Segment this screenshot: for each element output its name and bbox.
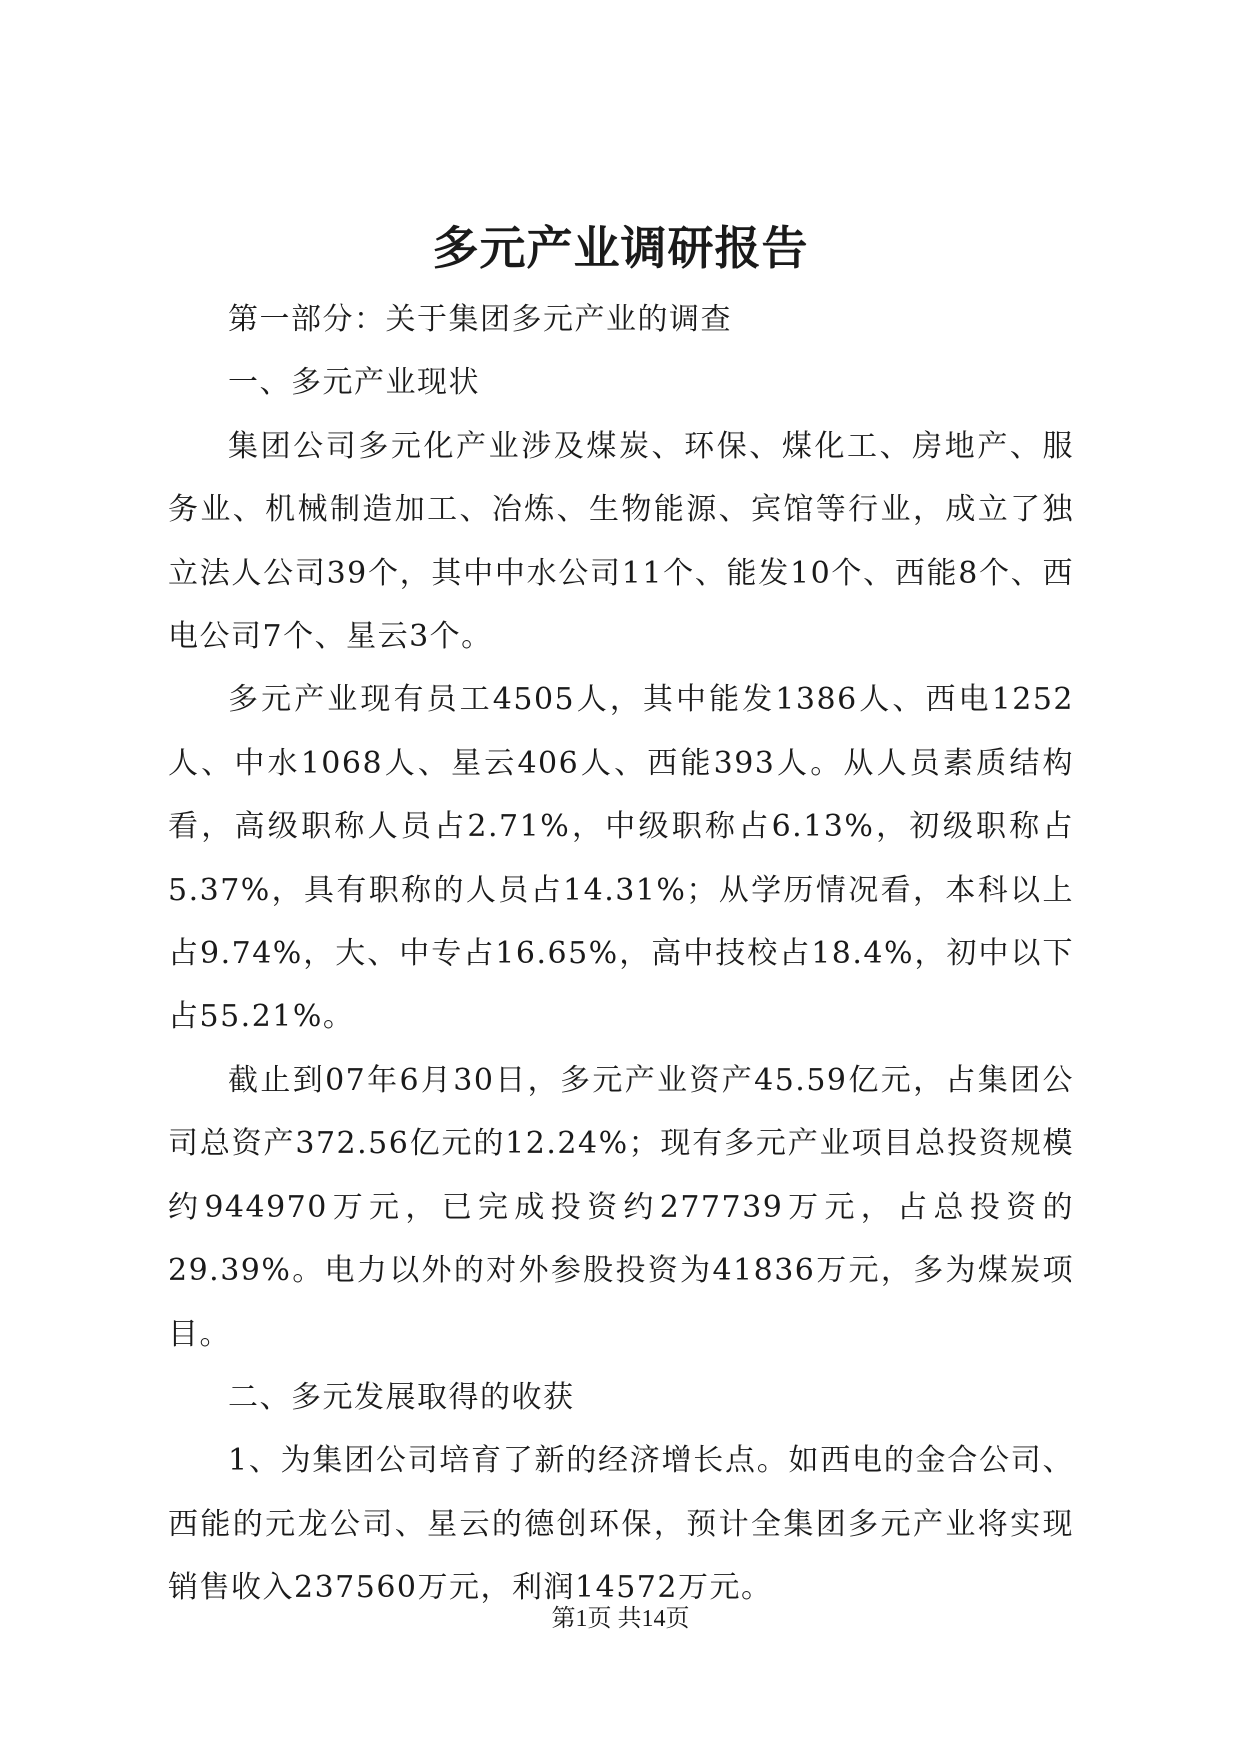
paragraph-employees: 多元产业现有员工4505人，其中能发1386人、西电1252人、中水1068人、星云406人、西能393人。从人员素质结构看，高级职称人员占2.71%，中级职称占6.13%，初级职称占5.37%，具有职称的人员占14.31%；从学历情况看，本科以上占9.74%，大、中专占16.65%，高中技校占18.4%，初中以下占55.21%。 — [168, 682, 1074, 1035]
document-body — [168, 288, 1074, 1620]
section-heading-part-one: 第一部分：关于集团多元产业的调查 — [228, 302, 732, 337]
document-title: 多元产业调研报告 — [432, 221, 809, 275]
paragraph-assets: 截止到07年6月30日，多元产业资产45.59亿元，占集团公司总资产372.56亿元的12.24%；现有多元产业项目总投资规模约944970万元，已完成投资约277739万元，占总投资的29.39%。电力以外的对外参股投资为41836万元，多为煤炭项目。 — [168, 1062, 1074, 1352]
section-heading-status: 一、多元产业现状 — [228, 365, 480, 401]
section-heading-gains: 二、多元发展取得的收获 — [228, 1379, 575, 1415]
paragraph-growth-points: 1、为集团公司培育了新的经济增长点。如西电的金合公司、西能的元龙公司、星云的德创环保，预计全集团多元产业将实现销售收入237560万元，利润14572万元。 — [168, 1443, 1074, 1606]
paragraph-industries: 集团公司多元化产业涉及煤炭、环保、煤化工、房地产、服务业、机械制造加工、冶炼、生物能源、宾馆等行业，成立了独立法人公司39个，其中中水公司11个、能发10个、西能8个、西电公司7个、星云3个。 — [168, 428, 1074, 655]
page-number-footer: 第1页 共14页 — [551, 1606, 690, 1632]
